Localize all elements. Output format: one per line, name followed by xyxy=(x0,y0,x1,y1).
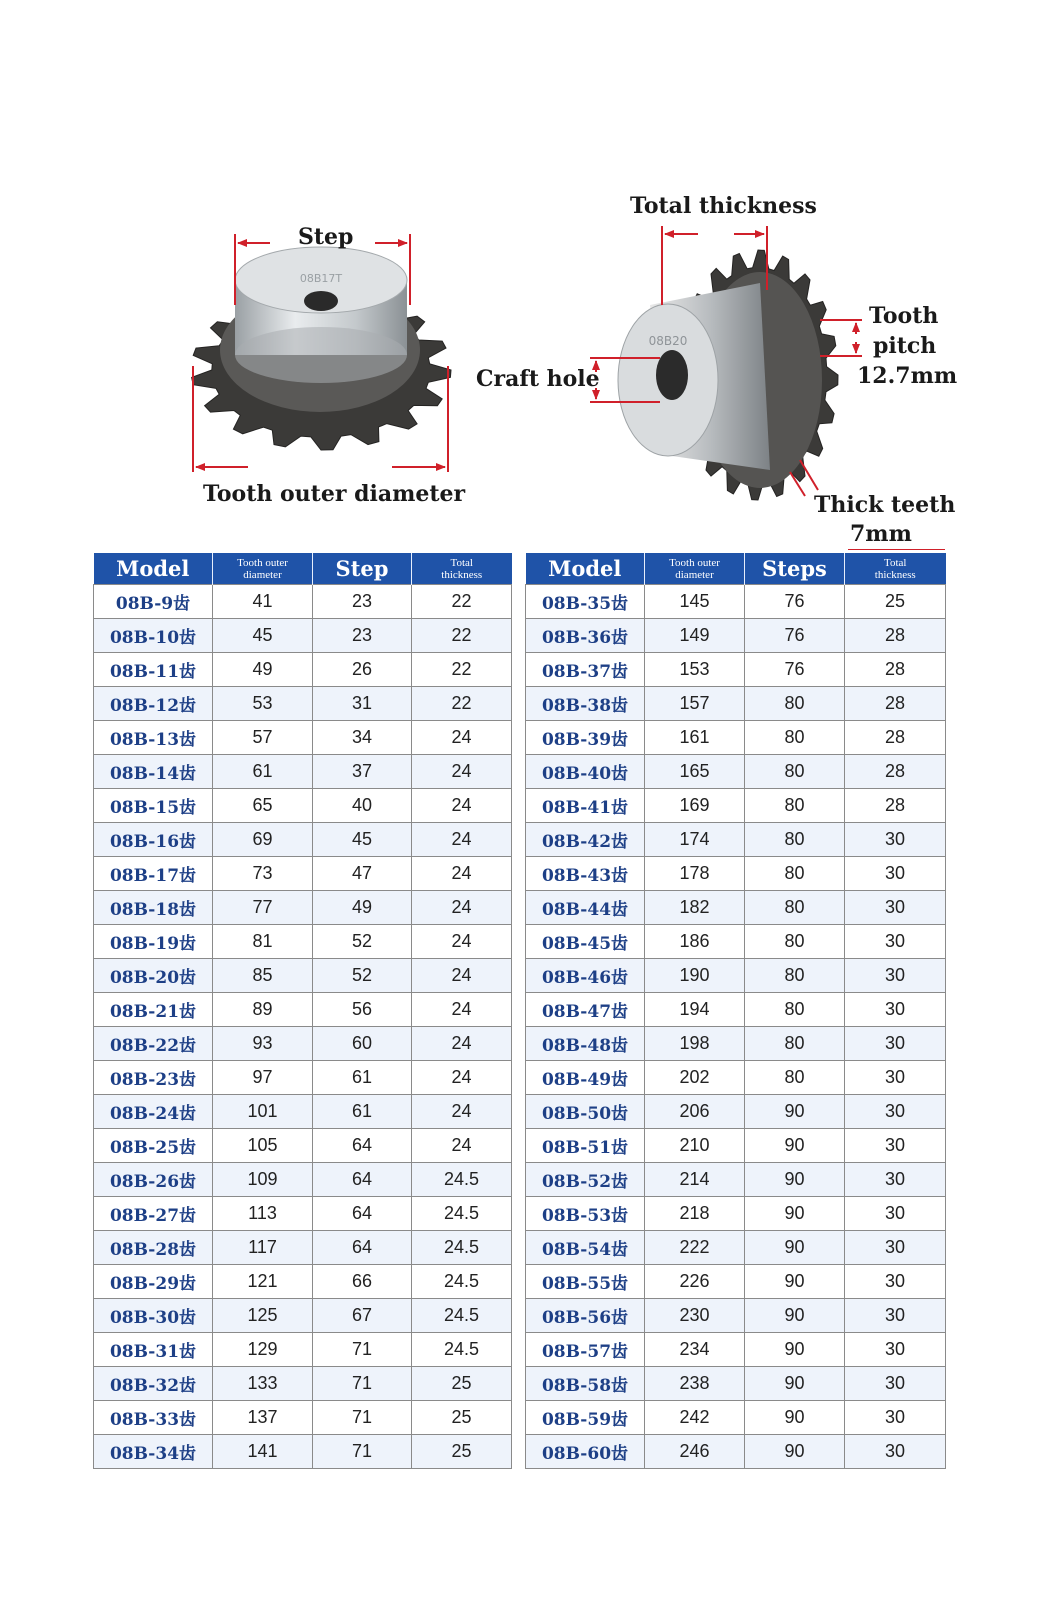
right-header-0: Model xyxy=(526,553,645,585)
value-cell: 24.5 xyxy=(412,1197,512,1231)
model-cell: 08B-52齿 xyxy=(526,1163,645,1197)
value-cell: 47 xyxy=(313,857,412,891)
value-cell: 24.5 xyxy=(412,1163,512,1197)
craft-hole-label: Craft hole xyxy=(476,366,600,392)
value-cell: 22 xyxy=(412,687,512,721)
table-row xyxy=(526,1333,946,1367)
table-row xyxy=(526,925,946,959)
value-cell: 80 xyxy=(745,823,845,857)
value-cell: 30 xyxy=(845,1401,946,1435)
value-cell: 153 xyxy=(645,653,745,687)
value-cell: 64 xyxy=(313,1197,412,1231)
table-row xyxy=(526,585,946,619)
value-cell: 24 xyxy=(412,857,512,891)
value-cell: 89 xyxy=(213,993,313,1027)
value-cell: 45 xyxy=(313,823,412,857)
table-row xyxy=(94,1435,512,1469)
value-cell: 57 xyxy=(213,721,313,755)
model-cell: 08B-18齿 xyxy=(94,891,213,925)
model-cell: 08B-54齿 xyxy=(526,1231,645,1265)
value-cell: 174 xyxy=(645,823,745,857)
model-cell: 08B-36齿 xyxy=(526,619,645,653)
model-cell: 08B-21齿 xyxy=(94,993,213,1027)
value-cell: 242 xyxy=(645,1401,745,1435)
value-cell: 40 xyxy=(313,789,412,823)
value-cell: 90 xyxy=(745,1333,845,1367)
value-cell: 145 xyxy=(645,585,745,619)
value-cell: 80 xyxy=(745,891,845,925)
value-cell: 30 xyxy=(845,1129,946,1163)
tooth-pitch-value: 12.7mm xyxy=(857,363,958,389)
value-cell: 25 xyxy=(412,1367,512,1401)
value-cell: 165 xyxy=(645,755,745,789)
value-cell: 80 xyxy=(745,993,845,1027)
value-cell: 80 xyxy=(745,925,845,959)
table-row xyxy=(94,857,512,891)
tooth-pitch-label-line2: pitch xyxy=(873,333,937,359)
value-cell: 64 xyxy=(313,1129,412,1163)
table-row xyxy=(94,1163,512,1197)
value-cell: 71 xyxy=(313,1333,412,1367)
value-cell: 71 xyxy=(313,1367,412,1401)
model-cell: 08B-43齿 xyxy=(526,857,645,891)
table-row xyxy=(526,1265,946,1299)
value-cell: 67 xyxy=(313,1299,412,1333)
value-cell: 24 xyxy=(412,993,512,1027)
table-row xyxy=(94,619,512,653)
value-cell: 30 xyxy=(845,1095,946,1129)
left-sprocket-image xyxy=(192,247,451,450)
value-cell: 90 xyxy=(745,1367,845,1401)
value-cell: 30 xyxy=(845,993,946,1027)
table-row xyxy=(526,1163,946,1197)
thick-teeth-label: Thick teeth xyxy=(814,492,956,518)
value-cell: 28 xyxy=(845,687,946,721)
value-cell: 202 xyxy=(645,1061,745,1095)
value-cell: 30 xyxy=(845,1435,946,1469)
value-cell: 26 xyxy=(313,653,412,687)
value-cell: 24 xyxy=(412,959,512,993)
value-cell: 90 xyxy=(745,1231,845,1265)
sprocket-illustrations xyxy=(0,0,1061,550)
left-header-1: Tooth outer diameter xyxy=(213,553,313,585)
model-cell: 08B-27齿 xyxy=(94,1197,213,1231)
value-cell: 80 xyxy=(745,721,845,755)
left-header-2: Step xyxy=(313,553,412,585)
value-cell: 69 xyxy=(213,823,313,857)
value-cell: 246 xyxy=(645,1435,745,1469)
value-cell: 52 xyxy=(313,959,412,993)
table-row xyxy=(94,1367,512,1401)
value-cell: 129 xyxy=(213,1333,313,1367)
model-cell: 08B-53齿 xyxy=(526,1197,645,1231)
value-cell: 60 xyxy=(313,1027,412,1061)
table-row xyxy=(94,687,512,721)
table-row xyxy=(526,1435,946,1469)
value-cell: 25 xyxy=(412,1401,512,1435)
model-cell: 08B-22齿 xyxy=(94,1027,213,1061)
value-cell: 24.5 xyxy=(412,1299,512,1333)
value-cell: 90 xyxy=(745,1265,845,1299)
value-cell: 24 xyxy=(412,1095,512,1129)
value-cell: 71 xyxy=(313,1401,412,1435)
value-cell: 76 xyxy=(745,653,845,687)
value-cell: 117 xyxy=(213,1231,313,1265)
table-row xyxy=(94,721,512,755)
model-cell: 08B-60齿 xyxy=(526,1435,645,1469)
value-cell: 30 xyxy=(845,1163,946,1197)
value-cell: 113 xyxy=(213,1197,313,1231)
value-cell: 23 xyxy=(313,585,412,619)
table-row xyxy=(94,1231,512,1265)
value-cell: 30 xyxy=(845,925,946,959)
value-cell: 28 xyxy=(845,755,946,789)
value-cell: 30 xyxy=(845,1265,946,1299)
table-row xyxy=(94,993,512,1027)
value-cell: 66 xyxy=(313,1265,412,1299)
value-cell: 49 xyxy=(213,653,313,687)
table-row xyxy=(94,1061,512,1095)
right-header-2: Steps xyxy=(745,553,845,585)
table-row xyxy=(94,1095,512,1129)
table-row xyxy=(526,789,946,823)
value-cell: 56 xyxy=(313,993,412,1027)
table-row xyxy=(94,789,512,823)
value-cell: 230 xyxy=(645,1299,745,1333)
model-cell: 08B-55齿 xyxy=(526,1265,645,1299)
value-cell: 80 xyxy=(745,1061,845,1095)
table-row xyxy=(94,1027,512,1061)
value-cell: 30 xyxy=(845,1027,946,1061)
value-cell: 41 xyxy=(213,585,313,619)
value-cell: 80 xyxy=(745,789,845,823)
model-cell: 08B-46齿 xyxy=(526,959,645,993)
value-cell: 105 xyxy=(213,1129,313,1163)
spec-table-right xyxy=(525,553,946,1469)
value-cell: 30 xyxy=(845,857,946,891)
value-cell: 234 xyxy=(645,1333,745,1367)
value-cell: 80 xyxy=(745,959,845,993)
value-cell: 141 xyxy=(213,1435,313,1469)
value-cell: 30 xyxy=(845,1299,946,1333)
value-cell: 214 xyxy=(645,1163,745,1197)
model-cell: 08B-42齿 xyxy=(526,823,645,857)
model-cell: 08B-13齿 xyxy=(94,721,213,755)
table-row xyxy=(526,891,946,925)
model-cell: 08B-57齿 xyxy=(526,1333,645,1367)
value-cell: 28 xyxy=(845,721,946,755)
value-cell: 76 xyxy=(745,585,845,619)
table-row xyxy=(94,1299,512,1333)
value-cell: 24 xyxy=(412,1061,512,1095)
value-cell: 222 xyxy=(645,1231,745,1265)
value-cell: 61 xyxy=(313,1095,412,1129)
value-cell: 24 xyxy=(412,721,512,755)
value-cell: 210 xyxy=(645,1129,745,1163)
model-cell: 08B-38齿 xyxy=(526,687,645,721)
value-cell: 71 xyxy=(313,1435,412,1469)
value-cell: 186 xyxy=(645,925,745,959)
value-cell: 125 xyxy=(213,1299,313,1333)
value-cell: 22 xyxy=(412,619,512,653)
hub-marking-left: 08B17T xyxy=(299,272,343,285)
model-cell: 08B-23齿 xyxy=(94,1061,213,1095)
model-cell: 08B-39齿 xyxy=(526,721,645,755)
value-cell: 133 xyxy=(213,1367,313,1401)
model-cell: 08B-11齿 xyxy=(94,653,213,687)
table-row xyxy=(526,1027,946,1061)
table-row xyxy=(94,1333,512,1367)
table-row xyxy=(526,959,946,993)
value-cell: 22 xyxy=(412,653,512,687)
value-cell: 80 xyxy=(745,857,845,891)
value-cell: 80 xyxy=(745,1027,845,1061)
value-cell: 30 xyxy=(845,959,946,993)
value-cell: 24 xyxy=(412,925,512,959)
value-cell: 169 xyxy=(645,789,745,823)
table-row xyxy=(526,857,946,891)
value-cell: 24.5 xyxy=(412,1333,512,1367)
value-cell: 49 xyxy=(313,891,412,925)
model-cell: 08B-58齿 xyxy=(526,1367,645,1401)
table-row xyxy=(94,1129,512,1163)
right-header-3: Total thickness xyxy=(845,553,946,585)
table-row xyxy=(526,1197,946,1231)
value-cell: 93 xyxy=(213,1027,313,1061)
value-cell: 24.5 xyxy=(412,1231,512,1265)
table-row xyxy=(526,1401,946,1435)
model-cell: 08B-41齿 xyxy=(526,789,645,823)
value-cell: 30 xyxy=(845,823,946,857)
value-cell: 28 xyxy=(845,619,946,653)
model-cell: 08B-24齿 xyxy=(94,1095,213,1129)
model-cell: 08B-33齿 xyxy=(94,1401,213,1435)
model-cell: 08B-14齿 xyxy=(94,755,213,789)
model-cell: 08B-12齿 xyxy=(94,687,213,721)
value-cell: 30 xyxy=(845,1197,946,1231)
table-row xyxy=(526,755,946,789)
model-cell: 08B-32齿 xyxy=(94,1367,213,1401)
value-cell: 34 xyxy=(313,721,412,755)
table-row xyxy=(94,925,512,959)
value-cell: 24 xyxy=(412,823,512,857)
value-cell: 24 xyxy=(412,1027,512,1061)
value-cell: 23 xyxy=(313,619,412,653)
model-cell: 08B-30齿 xyxy=(94,1299,213,1333)
spec-table-left xyxy=(93,553,512,1469)
table-row xyxy=(94,959,512,993)
model-cell: 08B-19齿 xyxy=(94,925,213,959)
value-cell: 97 xyxy=(213,1061,313,1095)
value-cell: 190 xyxy=(645,959,745,993)
table-row xyxy=(526,1231,946,1265)
value-cell: 90 xyxy=(745,1129,845,1163)
tooth-pitch-label-line1: Tooth xyxy=(869,303,939,329)
total-thickness-label: Total thickness xyxy=(630,193,817,219)
model-cell: 08B-9齿 xyxy=(94,585,213,619)
value-cell: 90 xyxy=(745,1401,845,1435)
model-cell: 08B-29齿 xyxy=(94,1265,213,1299)
table-row xyxy=(94,823,512,857)
value-cell: 30 xyxy=(845,1061,946,1095)
tooth-outer-diameter-label: Tooth outer diameter xyxy=(203,481,466,507)
hub-marking-right: 08B20 xyxy=(648,334,688,348)
model-cell: 08B-51齿 xyxy=(526,1129,645,1163)
table-row xyxy=(526,1299,946,1333)
model-cell: 08B-15齿 xyxy=(94,789,213,823)
value-cell: 31 xyxy=(313,687,412,721)
table-row xyxy=(94,755,512,789)
value-cell: 64 xyxy=(313,1163,412,1197)
value-cell: 101 xyxy=(213,1095,313,1129)
table-row xyxy=(526,1061,946,1095)
table-row xyxy=(526,687,946,721)
model-cell: 08B-40齿 xyxy=(526,755,645,789)
table-row xyxy=(526,993,946,1027)
value-cell: 90 xyxy=(745,1435,845,1469)
value-cell: 80 xyxy=(745,687,845,721)
value-cell: 30 xyxy=(845,1231,946,1265)
value-cell: 76 xyxy=(745,619,845,653)
table-row xyxy=(526,1367,946,1401)
table-row xyxy=(526,1095,946,1129)
value-cell: 80 xyxy=(745,755,845,789)
table-row xyxy=(526,823,946,857)
table-row xyxy=(94,585,512,619)
value-cell: 77 xyxy=(213,891,313,925)
model-cell: 08B-26齿 xyxy=(94,1163,213,1197)
value-cell: 109 xyxy=(213,1163,313,1197)
left-header-3: Total thickness xyxy=(412,553,512,585)
value-cell: 238 xyxy=(645,1367,745,1401)
right-sprocket-image xyxy=(618,250,838,500)
value-cell: 206 xyxy=(645,1095,745,1129)
value-cell: 25 xyxy=(845,585,946,619)
value-cell: 90 xyxy=(745,1197,845,1231)
model-cell: 08B-20齿 xyxy=(94,959,213,993)
value-cell: 24 xyxy=(412,1129,512,1163)
value-cell: 161 xyxy=(645,721,745,755)
value-cell: 73 xyxy=(213,857,313,891)
model-cell: 08B-45齿 xyxy=(526,925,645,959)
model-cell: 08B-48齿 xyxy=(526,1027,645,1061)
model-cell: 08B-37齿 xyxy=(526,653,645,687)
model-cell: 08B-31齿 xyxy=(94,1333,213,1367)
model-cell: 08B-59齿 xyxy=(526,1401,645,1435)
model-cell: 08B-17齿 xyxy=(94,857,213,891)
model-cell: 08B-25齿 xyxy=(94,1129,213,1163)
value-cell: 194 xyxy=(645,993,745,1027)
value-cell: 64 xyxy=(313,1231,412,1265)
model-cell: 08B-10齿 xyxy=(94,619,213,653)
value-cell: 90 xyxy=(745,1163,845,1197)
value-cell: 53 xyxy=(213,687,313,721)
value-cell: 178 xyxy=(645,857,745,891)
value-cell: 30 xyxy=(845,1333,946,1367)
value-cell: 30 xyxy=(845,1367,946,1401)
model-cell: 08B-50齿 xyxy=(526,1095,645,1129)
value-cell: 226 xyxy=(645,1265,745,1299)
value-cell: 182 xyxy=(645,891,745,925)
table-row xyxy=(94,1401,512,1435)
value-cell: 149 xyxy=(645,619,745,653)
value-cell: 24 xyxy=(412,755,512,789)
value-cell: 90 xyxy=(745,1299,845,1333)
table-row xyxy=(94,653,512,687)
value-cell: 81 xyxy=(213,925,313,959)
value-cell: 65 xyxy=(213,789,313,823)
value-cell: 198 xyxy=(645,1027,745,1061)
table-row xyxy=(526,721,946,755)
value-cell: 24 xyxy=(412,789,512,823)
value-cell: 121 xyxy=(213,1265,313,1299)
value-cell: 25 xyxy=(412,1435,512,1469)
value-cell: 90 xyxy=(745,1095,845,1129)
table-row xyxy=(526,1129,946,1163)
value-cell: 24 xyxy=(412,891,512,925)
model-cell: 08B-49齿 xyxy=(526,1061,645,1095)
value-cell: 218 xyxy=(645,1197,745,1231)
table-row xyxy=(94,891,512,925)
table-row xyxy=(526,653,946,687)
model-cell: 08B-56齿 xyxy=(526,1299,645,1333)
model-cell: 08B-44齿 xyxy=(526,891,645,925)
table-row xyxy=(94,1197,512,1231)
value-cell: 157 xyxy=(645,687,745,721)
model-cell: 08B-35齿 xyxy=(526,585,645,619)
model-cell: 08B-16齿 xyxy=(94,823,213,857)
value-cell: 61 xyxy=(213,755,313,789)
value-cell: 22 xyxy=(412,585,512,619)
thick-teeth-value: 7mm xyxy=(850,521,912,547)
table-row xyxy=(94,1265,512,1299)
value-cell: 30 xyxy=(845,891,946,925)
value-cell: 137 xyxy=(213,1401,313,1435)
value-cell: 28 xyxy=(845,789,946,823)
value-cell: 24.5 xyxy=(412,1265,512,1299)
model-cell: 08B-47齿 xyxy=(526,993,645,1027)
value-cell: 85 xyxy=(213,959,313,993)
model-cell: 08B-28齿 xyxy=(94,1231,213,1265)
value-cell: 45 xyxy=(213,619,313,653)
model-cell: 08B-34齿 xyxy=(94,1435,213,1469)
value-cell: 28 xyxy=(845,653,946,687)
value-cell: 37 xyxy=(313,755,412,789)
table-row xyxy=(526,619,946,653)
left-header-0: Model xyxy=(94,553,213,585)
right-header-1: Tooth outer diameter xyxy=(645,553,745,585)
value-cell: 52 xyxy=(313,925,412,959)
step-label: Step xyxy=(298,224,354,250)
value-cell: 61 xyxy=(313,1061,412,1095)
